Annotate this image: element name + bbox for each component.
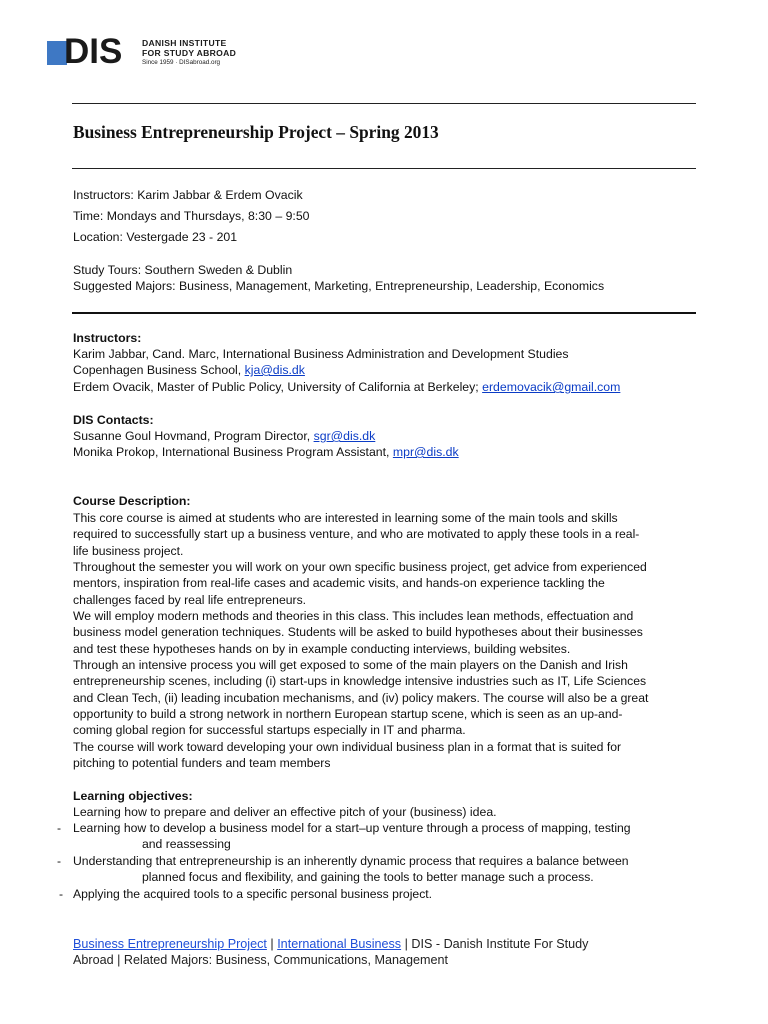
contact-line-1 bbox=[73, 428, 375, 444]
course-description-body bbox=[73, 510, 701, 772]
bullet-dash: - bbox=[59, 887, 64, 901]
course-description-line: We will employ modern methods and theories in this class. This includes lean methods, effectuation and bbox=[73, 609, 634, 624]
learning-objective-text: Applying the acquired tools to a specific personal business project. bbox=[73, 887, 433, 901]
course-description-line: pitching to potential funders and team members bbox=[73, 756, 331, 771]
instructor-line-3 bbox=[73, 379, 620, 395]
instructor-line-2-text: Copenhagen Business School, bbox=[73, 363, 245, 377]
divider-top bbox=[72, 103, 696, 104]
email-link-sgr[interactable]: sgr@dis.dk bbox=[313, 429, 376, 443]
divider-info bbox=[72, 312, 696, 314]
course-description-line: mentors, inspiration from real-life cases and academic visits, and hands-on experience tackling the bbox=[73, 576, 605, 591]
course-description-line: and test these hypotheses hands on by in example conducting interviews, building websites. bbox=[73, 641, 571, 656]
contacts-heading: DIS Contacts: bbox=[73, 413, 154, 427]
course-description-line: The course will work toward developing your own individual business plan in a format that is suited for bbox=[73, 739, 622, 754]
learning-objective-first: Learning how to prepare and deliver an effective pitch of your (business) idea. bbox=[73, 805, 497, 819]
bullet-dash: - bbox=[57, 821, 62, 835]
footer-separator: | bbox=[266, 937, 278, 951]
learning-objective-item bbox=[59, 886, 432, 902]
instructor-line-3-text: Erdem Ovacik, Master of Public Policy, University of California at Berkeley; bbox=[73, 380, 483, 394]
learning-objective-text: Understanding that entrepreneurship is an inherently dynamic process that requires a balance between bbox=[73, 854, 629, 868]
course-description-line: Throughout the semester you will work on your own specific business project, get advice from experienced bbox=[73, 560, 647, 575]
email-link-erdemovacik[interactable]: erdemovacik@gmail.com bbox=[482, 380, 621, 394]
logo-mark: DIS bbox=[64, 32, 123, 71]
footer-text-line-2: Abroad | Related Majors: Business, Communications, Management bbox=[73, 952, 448, 967]
course-description-line: opportunity to build a strong network in northern European startup scene, which is seen as an up-and- bbox=[73, 707, 623, 722]
contact-line-2 bbox=[73, 444, 459, 460]
contact-line-2-text: Monika Prokop, International Business Program Assistant, bbox=[73, 445, 393, 459]
course-description-line: coming global region for successful startups especially in IT and pharma. bbox=[73, 723, 466, 738]
footer-text: | DIS - Danish Institute For Study bbox=[401, 937, 589, 951]
learning-objective-continuation: and reassessing bbox=[142, 837, 231, 851]
learning-objectives-heading: Learning objectives: bbox=[73, 789, 193, 803]
instructor-line-2 bbox=[73, 362, 305, 378]
logo-line-2: FOR STUDY ABROAD bbox=[142, 47, 237, 58]
logo-line-1: DANISH INSTITUTE bbox=[142, 38, 227, 48]
divider-title bbox=[72, 168, 696, 169]
instructors-heading: Instructors: bbox=[73, 331, 142, 345]
page-title: Business Entrepreneurship Project – Spring 2013 bbox=[73, 122, 439, 142]
info-study-tours: Study Tours: Southern Sweden & Dublin bbox=[73, 263, 293, 277]
course-description-line: business model generation techniques. Students will be asked to build hypotheses about their businesses bbox=[73, 625, 643, 640]
info-instructors: Instructors: Karim Jabbar & Erdem Ovacik bbox=[73, 188, 303, 202]
course-description-line: entrepreneurship scenes, including (i) start-ups in knowledge intensive industries such as IT, Life Sciences bbox=[73, 674, 647, 689]
info-majors: Suggested Majors: Business, Management, Marketing, Entrepreneurship, Leadership, Economics bbox=[73, 279, 605, 293]
footer-link-international-business[interactable]: International Business bbox=[277, 937, 402, 951]
bullet-dash: - bbox=[57, 854, 62, 868]
learning-objective-item bbox=[57, 853, 629, 869]
learning-objective-text: Learning how to develop a business model for a start–up venture through a process of mapping, testing bbox=[73, 821, 631, 835]
course-description-line: life business project. bbox=[73, 543, 184, 558]
logo-line-3: Since 1959 · DISabroad.org bbox=[142, 59, 221, 66]
course-description-line: required to successfully start up a business venture, and who are motivated to apply these tools in a real- bbox=[73, 527, 640, 542]
course-description-line: This core course is aimed at students who are interested in learning some of the main tools and skills bbox=[73, 511, 618, 525]
footer-link-business-entrepreneurship[interactable]: Business Entrepreneurship Project bbox=[73, 937, 267, 951]
course-description-heading: Course Description: bbox=[73, 494, 191, 508]
contact-line-1-text: Susanne Goul Hovmand, Program Director, bbox=[73, 429, 314, 443]
instructor-line-1: Karim Jabbar, Cand. Marc, International Business Administration and Development Studies bbox=[73, 347, 569, 361]
page-footer bbox=[73, 937, 693, 968]
info-location: Location: Vestergade 23 - 201 bbox=[73, 230, 238, 244]
email-link-mpr[interactable]: mpr@dis.dk bbox=[392, 445, 459, 459]
learning-objective-item bbox=[57, 820, 631, 836]
course-description-line: Through an intensive process you will get exposed to some of the main players on the Danish and Irish bbox=[73, 658, 628, 673]
learning-objective-continuation: planned focus and flexibility, and gaining the tools to better manage such a process. bbox=[142, 870, 594, 884]
logo-text bbox=[142, 39, 236, 67]
info-time: Time: Mondays and Thursdays, 8:30 – 9:50 bbox=[73, 209, 310, 223]
course-description-line: challenges faced by real life entrepreneurs. bbox=[73, 592, 307, 607]
email-link-kja[interactable]: kja@dis.dk bbox=[244, 363, 305, 377]
course-description-line: and Clean Tech, (ii) leading incubation mechanisms, and (iv) policy makers. The course will also be a great bbox=[73, 690, 649, 705]
